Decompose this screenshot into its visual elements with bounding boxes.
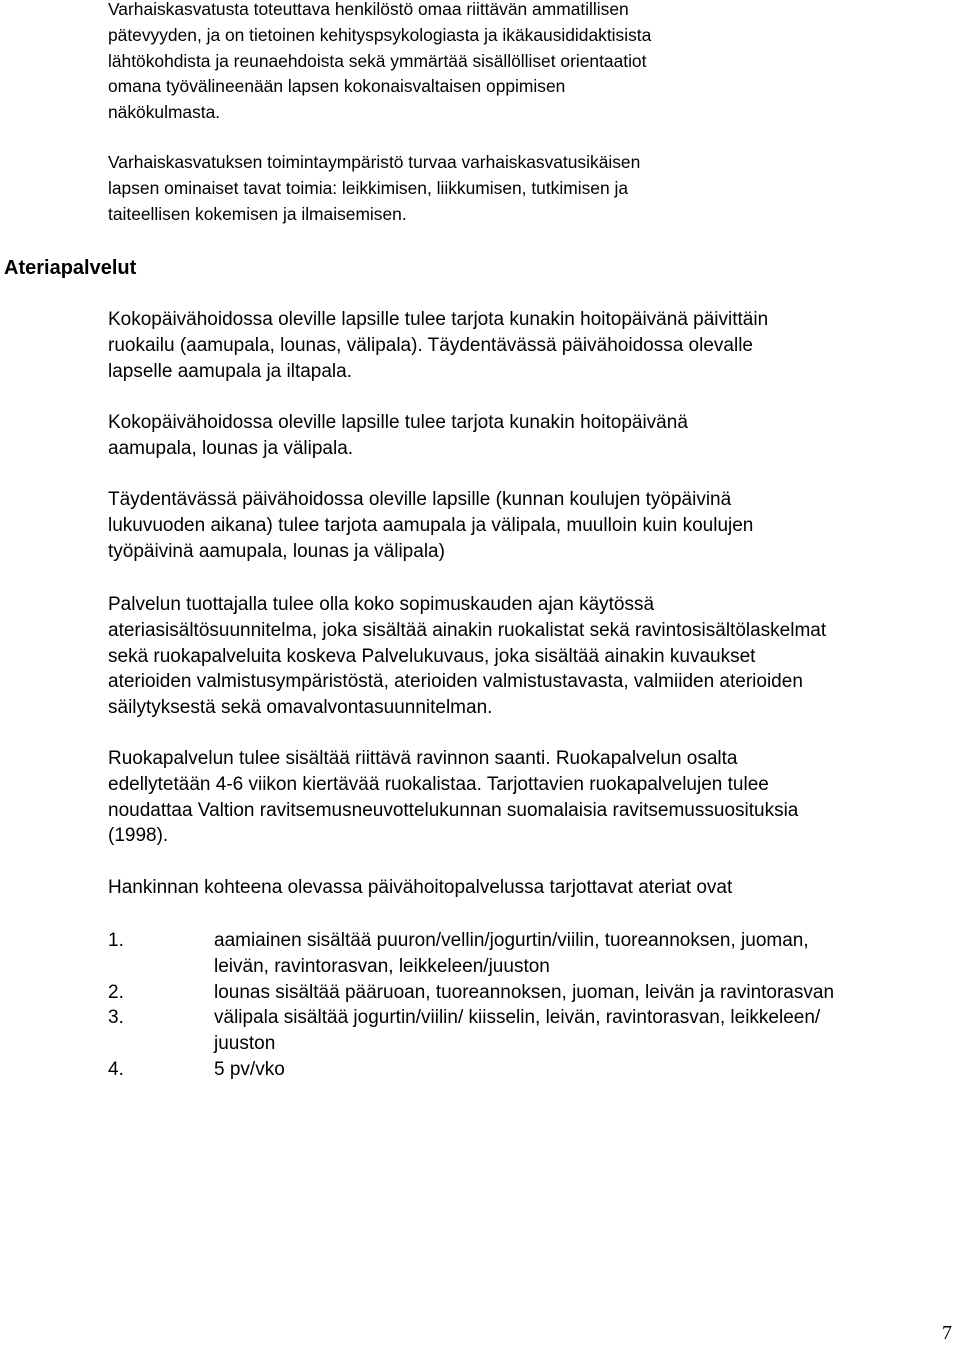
list-item-number: 4. — [108, 1058, 124, 1080]
list-item-text: aamiainen sisältää puuron/vellin/jogurtin/viilin, tuoreannoksen, juoman, — [214, 930, 809, 951]
text-line: ruokailu (aamupala, lounas, välipala). Täydentävässä päivähoidossa olevalle — [108, 334, 753, 356]
text-line: lapselle aamupala ja iltapala. — [108, 360, 352, 382]
meal-list-item — [108, 1057, 834, 1083]
text-line: työpäivinä aamupala, lounas ja välipala) — [108, 540, 445, 562]
body-paragraph-5 — [108, 746, 798, 849]
text-line: Palvelun tuottajalla tulee olla koko sopimuskauden ajan käytössä — [108, 594, 655, 615]
text-line: lapsen ominaiset tavat toimia: leikkimisen, liikkumisen, tutkimisen ja — [108, 177, 628, 198]
meal-list-item — [108, 980, 834, 1006]
text-line: ateriasisältösuunnitelma, joka sisältää ainakin ruokalistat sekä ravintosisältölaskelmat — [108, 619, 827, 641]
section-title: Ateriapalvelut — [4, 257, 137, 279]
list-item-text: välipala sisältää jogurtin/viilin/ kiisselin, leivän, ravintorasvan, leikkeleen/ — [214, 1007, 821, 1029]
text-line: aterioiden valmistusympäristöstä, aterioiden valmistustavasta, valmiiden aterioiden — [108, 671, 803, 693]
text-line: lukuvuoden aikana) tulee tarjota aamupala ja välipala, muulloin kuin koulujen — [108, 514, 754, 536]
list-item-number: 1. — [108, 930, 124, 951]
text-line: Täydentävässä päivähoidossa oleville lapsille (kunnan koulujen työpäivinä — [108, 489, 732, 510]
page-number: 7 — [942, 1322, 952, 1344]
list-item-text: 5 pv/vko — [214, 1058, 285, 1080]
text-line: taiteellisen kokemisen ja ilmaisemisen. — [108, 203, 407, 224]
body-paragraph-2 — [108, 410, 688, 462]
text-line: Hankinnan kohteena olevassa päivähoitopalvelussa tarjottavat ateriat ovat — [108, 877, 733, 898]
text-line: edellytetään 4-6 viikon kiertävää ruokalistaa. Tarjottavien ruokapalvelujen tulee — [108, 773, 769, 795]
text-line: Varhaiskasvatuksen toimintaympäristö turvaa varhaiskasvatusikäisen — [108, 152, 641, 172]
meal-list-item — [108, 1005, 834, 1057]
list-item-text: juuston — [214, 1033, 276, 1055]
text-line: Kokopäivähoidossa oleville lapsille tulee tarjota kunakin hoitopäivänä päivittäin — [108, 309, 769, 330]
body-paragraph-3 — [108, 487, 753, 564]
text-line: pätevyyden, ja on tietoinen kehityspsykologiasta ja ikäkausididaktisista — [108, 24, 652, 45]
list-item-number: 3. — [108, 1007, 124, 1029]
text-line: näkökulmasta. — [108, 102, 221, 123]
body-paragraph-1 — [108, 307, 768, 384]
text-line: omana työvälineenään lapsen kokonaisvaltaisen oppimisen — [108, 76, 566, 97]
text-line: säilytyksestä sekä omavalvontasuunnitelman. — [108, 697, 493, 719]
intro-paragraph-1 — [108, 0, 651, 126]
list-item-text: lounas sisältää pääruoan, tuoreannoksen, juoman, leivän ja ravintorasvan — [214, 981, 835, 1003]
text-line: (1998). — [108, 825, 169, 847]
list-item-text: leivän, ravintorasvan, leikkeleen/juuston — [214, 955, 550, 977]
text-line: Kokopäivähoidossa oleville lapsille tulee tarjota kunakin hoitopäivänä — [108, 412, 688, 433]
meal-list-item — [108, 928, 834, 980]
body-paragraph-4 — [108, 592, 826, 721]
intro-paragraph-2 — [108, 150, 640, 227]
text-line: Varhaiskasvatusta toteuttava henkilöstö omaa riittävän ammatillisen — [108, 0, 629, 19]
body-paragraph-6 — [108, 875, 732, 901]
text-line: lähtökohdista ja reunaehdoista sekä ymmärtää sisällölliset orientaatiot — [108, 50, 647, 71]
list-item-number: 2. — [108, 981, 124, 1003]
meal-list — [108, 928, 834, 1083]
text-line: Ruokapalvelun tulee sisältää riittävä ravinnon saanti. Ruokapalvelun osalta — [108, 748, 738, 769]
text-line: noudattaa Valtion ravitsemusneuvottelukunnan suomalaisia ravitsemussuosituksia — [108, 799, 799, 821]
text-line: aamupala, lounas ja välipala. — [108, 437, 354, 459]
text-line: sekä ruokapalveluita koskeva Palvelukuvaus, joka sisältää ainakin kuvaukset — [108, 645, 756, 667]
